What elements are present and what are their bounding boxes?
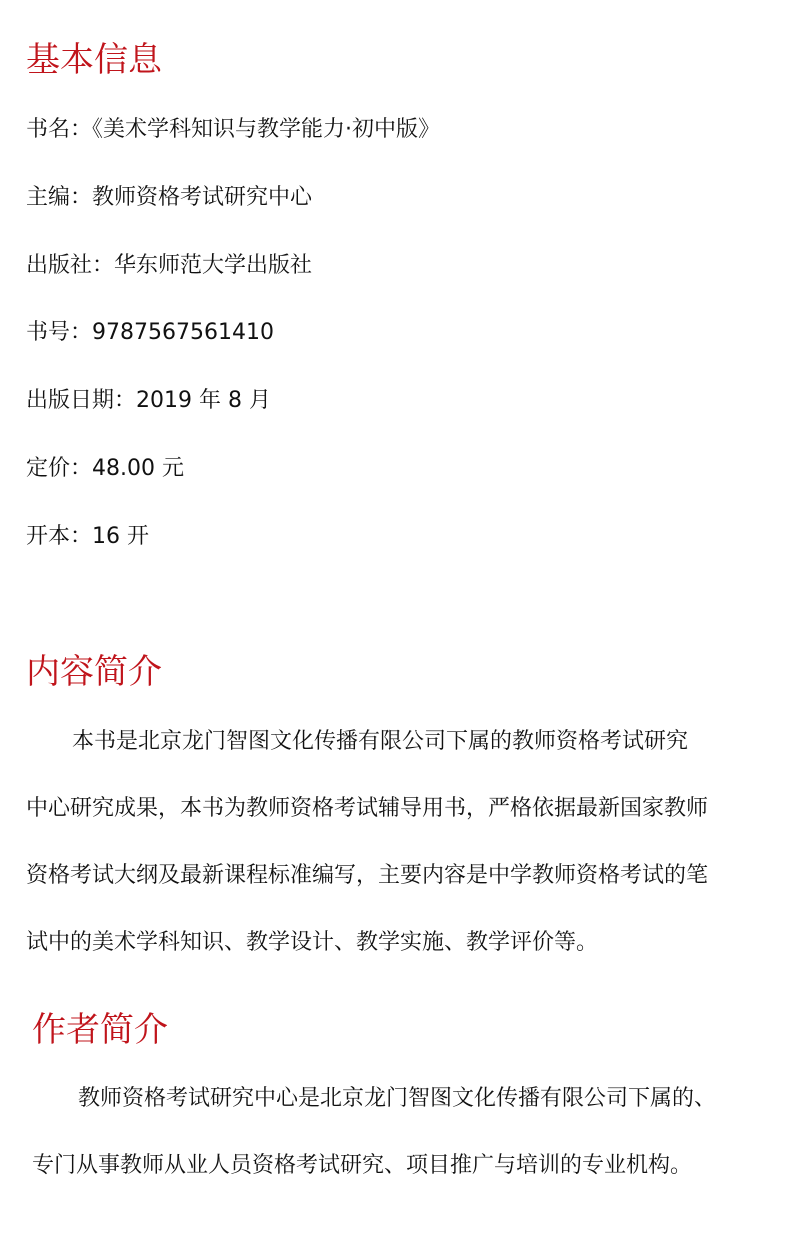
info-line-title: 书名：《美术学科知识与教学能力·初中版》 — [26, 117, 440, 142]
info-line-format: 开本：16 开 — [26, 524, 149, 549]
summary-line-2: 中心研究成果，本书为教师资格考试辅导用书，严格依据最新国家教师 — [26, 796, 709, 821]
author-line-2: 专门从事教师从业人员资格考试研究、项目推广与培训的专业机构。 — [32, 1153, 693, 1178]
summary-line-3: 资格考试大纲及最新课程标准编写，主要内容是中学教师资格考试的笔 — [26, 863, 709, 888]
info-line-pub-date: 出版日期：2019 年 8 月 — [26, 388, 271, 413]
info-line-isbn: 书号：9787567561410 — [26, 320, 274, 345]
info-line-publisher: 出版社：华东师范大学出版社 — [26, 253, 313, 278]
info-line-editor: 主编：教师资格考试研究中心 — [26, 185, 313, 210]
info-line-price: 定价：48.00 元 — [26, 456, 184, 481]
author-heading: 作者简介 — [32, 1010, 168, 1050]
summary-line-1: 本书是北京龙门智图文化传播有限公司下属的教师资格考试研究 — [72, 729, 689, 754]
summary-line-4: 试中的美术学科知识、教学设计、教学实施、教学评价等。 — [26, 930, 599, 955]
summary-heading: 内容简介 — [26, 652, 162, 692]
author-line-1: 教师资格考试研究中心是北京龙门智图文化传播有限公司下属的、 — [78, 1086, 717, 1111]
basic-info-heading: 基本信息 — [26, 40, 162, 80]
